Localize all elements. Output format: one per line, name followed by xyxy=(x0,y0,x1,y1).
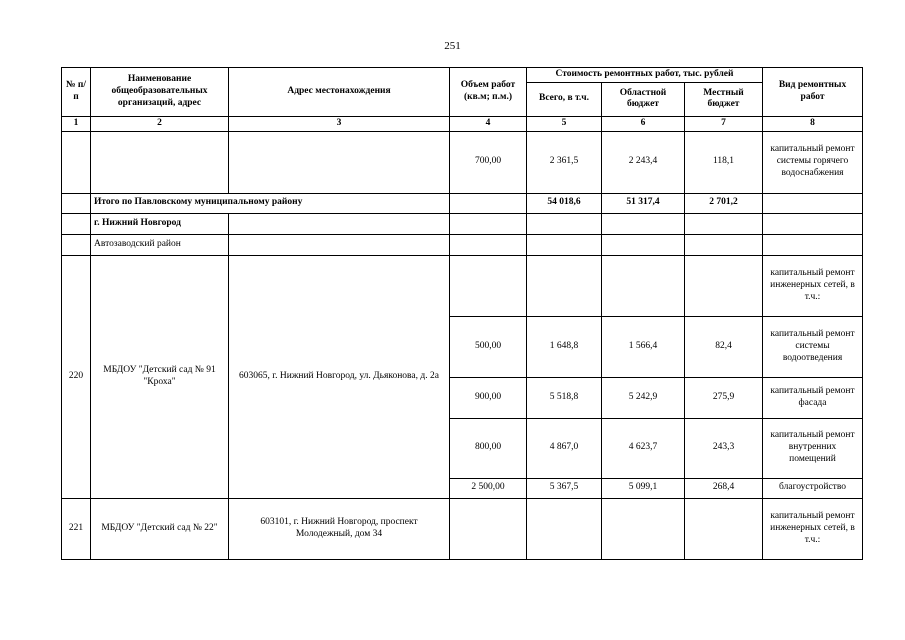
city-header-row xyxy=(62,213,863,234)
column-number: 3 xyxy=(229,116,450,131)
header-address: Адрес местонахождения xyxy=(229,68,450,117)
cell-local: 268,4 xyxy=(685,478,763,498)
cell-volume xyxy=(450,498,527,559)
cell-no xyxy=(62,234,91,255)
header-kind: Вид ремонтных работ xyxy=(763,68,863,117)
cell-total xyxy=(527,255,602,316)
cell-regional xyxy=(602,498,685,559)
district-header: Автозаводский район xyxy=(91,234,229,255)
cell-local: 82,4 xyxy=(685,316,763,377)
cell-no: 220 xyxy=(62,255,91,498)
header-cost-group: Стоимость ремонтных работ, тыс. рублей xyxy=(527,68,763,83)
column-number: 1 xyxy=(62,116,91,131)
cell-total: 1 648,8 xyxy=(527,316,602,377)
cell-local xyxy=(685,498,763,559)
table-row xyxy=(62,131,863,193)
header-row-top xyxy=(62,68,863,83)
cell-kind: капитальный ремонт системы горячего водоснабжения xyxy=(763,131,863,193)
cell-kind: благоустройство xyxy=(763,478,863,498)
cell-regional xyxy=(602,255,685,316)
header-volume: Объем работ (кв.м; п.м.) xyxy=(450,68,527,117)
cell-kind: капитальный ремонт инженерных сетей, в т.ч.: xyxy=(763,255,863,316)
cell-total xyxy=(527,234,602,255)
column-number: 5 xyxy=(527,116,602,131)
cell-regional: 1 566,4 xyxy=(602,316,685,377)
cell-local: 118,1 xyxy=(685,131,763,193)
district-total-label: Итого по Павловскому муниципальному району xyxy=(91,193,450,213)
district-header-row xyxy=(62,234,863,255)
cell-kind xyxy=(763,234,863,255)
header-name: Наименование общеобразовательных организаций, адрес xyxy=(91,68,229,117)
cell-kind xyxy=(763,213,863,234)
page-number: 251 xyxy=(444,40,461,52)
cell-volume: 500,00 xyxy=(450,316,527,377)
cell-volume: 700,00 xyxy=(450,131,527,193)
cell-volume xyxy=(450,213,527,234)
district-total-regional: 51 317,4 xyxy=(602,193,685,213)
cell-kind: капитальный ремонт системы водоотведения xyxy=(763,316,863,377)
column-number: 2 xyxy=(91,116,229,131)
cell-regional: 4 623,7 xyxy=(602,418,685,478)
city-header: г. Нижний Новгород xyxy=(91,213,229,234)
header-regional: Областной бюджет xyxy=(602,82,685,116)
cell-volume xyxy=(450,193,527,213)
column-number: 4 xyxy=(450,116,527,131)
cell-kind: капитальный ремонт инженерных сетей, в т.ч.: xyxy=(763,498,863,559)
cell-total: 4 867,0 xyxy=(527,418,602,478)
cell-regional xyxy=(602,234,685,255)
cell-volume: 800,00 xyxy=(450,418,527,478)
cell-local xyxy=(685,213,763,234)
column-number-row xyxy=(62,116,863,131)
cell-address xyxy=(229,131,450,193)
district-total-sum: 54 018,6 xyxy=(527,193,602,213)
column-number: 7 xyxy=(685,116,763,131)
cell-volume xyxy=(450,234,527,255)
cell-name: МБДОУ "Детский сад № 22" xyxy=(91,498,229,559)
header-total: Всего, в т.ч. xyxy=(527,82,602,116)
cell-address: 603101, г. Нижний Новгород, проспект Молодежный, дом 34 xyxy=(229,498,450,559)
cell-volume: 2 500,00 xyxy=(450,478,527,498)
cell-no xyxy=(62,131,91,193)
cell-total: 5 367,5 xyxy=(527,478,602,498)
cell-address: 603065, г. Нижний Новгород, ул. Дьяконова, д. 2а xyxy=(229,255,450,498)
cell-total xyxy=(527,498,602,559)
header-local: Местный бюджет xyxy=(685,82,763,116)
cell-volume: 900,00 xyxy=(450,377,527,418)
table-row xyxy=(62,498,863,559)
cell-name xyxy=(91,131,229,193)
district-total-local: 2 701,2 xyxy=(685,193,763,213)
cell-kind: капитальный ремонт внутренних помещений xyxy=(763,418,863,478)
cell-name: МБДОУ "Детский сад № 91 "Кроха" xyxy=(91,255,229,498)
cell-local xyxy=(685,255,763,316)
cell-kind: капитальный ремонт фасада xyxy=(763,377,863,418)
column-number: 6 xyxy=(602,116,685,131)
cell-regional: 2 243,4 xyxy=(602,131,685,193)
cell-kind xyxy=(763,193,863,213)
header-no: № п/п xyxy=(62,68,91,117)
table-row xyxy=(62,255,863,316)
column-number: 8 xyxy=(763,116,863,131)
district-total-row xyxy=(62,193,863,213)
cell-local: 275,9 xyxy=(685,377,763,418)
cell-regional: 5 099,1 xyxy=(602,478,685,498)
cell-total: 2 361,5 xyxy=(527,131,602,193)
cell-address xyxy=(229,234,450,255)
cell-regional xyxy=(602,213,685,234)
cell-total xyxy=(527,213,602,234)
cell-total: 5 518,8 xyxy=(527,377,602,418)
cell-no: 221 xyxy=(62,498,91,559)
cell-address xyxy=(229,213,450,234)
cell-no xyxy=(62,193,91,213)
repair-cost-table xyxy=(61,67,863,560)
cell-volume xyxy=(450,255,527,316)
cell-local xyxy=(685,234,763,255)
cell-local: 243,3 xyxy=(685,418,763,478)
cell-regional: 5 242,9 xyxy=(602,377,685,418)
cell-no xyxy=(62,213,91,234)
